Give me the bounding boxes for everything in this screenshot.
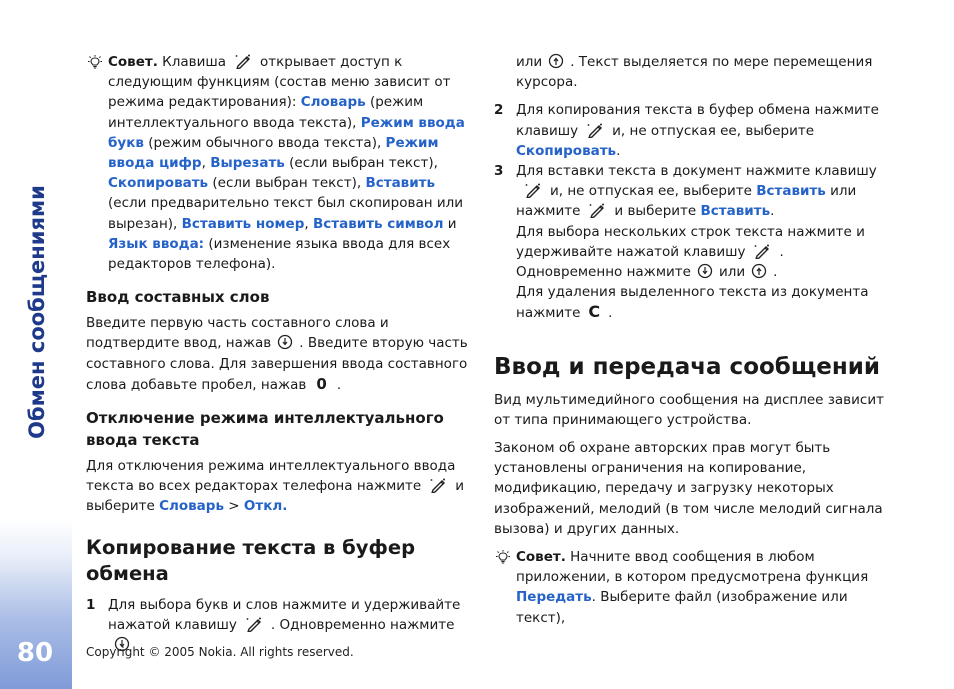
copy-option: Скопировать <box>108 175 209 192</box>
clipboard-step-3 <box>494 161 886 324</box>
body-text: . <box>336 376 342 393</box>
off-option: Откл. <box>243 498 288 515</box>
body-text: . Одновременно нажмите <box>516 243 784 281</box>
joystick-up-icon <box>751 263 767 279</box>
input-language-option: Язык ввода: <box>108 235 205 252</box>
joystick-down-icon <box>697 263 713 279</box>
dictionary-option: Словарь <box>159 498 224 515</box>
body-text: или <box>718 264 746 281</box>
body-text: и выберите <box>86 478 464 515</box>
body-text: Для отключения режима интеллектуального ввода текста во всех редакторах телефона нажмите <box>86 458 456 495</box>
tip-box <box>86 52 476 274</box>
tip-text: открывает доступ к следующим функциям (состав меню зависит от режима редактирования): <box>108 54 451 111</box>
body-text: Для выбора нескольких строк текста нажмите и удерживайте нажатой клавишу <box>516 223 865 260</box>
tip-text: и <box>447 215 457 232</box>
clipboard-step-1-continued <box>494 52 886 92</box>
messaging-paragraph-1: Вид мультимедийного сообщения на дисплее зависит от типа принимающего устройства. <box>494 391 884 428</box>
joystick-up-icon <box>548 53 564 69</box>
insert-number-option: Вставить номер <box>181 215 305 232</box>
body-text: Для вставки текста в документ нажмите клавишу <box>516 163 877 180</box>
mode-digits-option: Режим ввода цифр <box>108 134 439 172</box>
body-text: и, не отпуская ее, выберите <box>550 183 752 200</box>
sidebar-title <box>25 185 49 439</box>
tip-label: Совет. <box>108 54 158 70</box>
mode-letters-option: Режим ввода букв <box>108 114 465 151</box>
body-text: Введите первую часть составного слова и подтвердите ввод, нажав <box>86 315 389 352</box>
cut-option: Вырезать <box>210 155 285 172</box>
tip-text: Начните ввод сообщения в любом приложении, в котором предусмотрена функция <box>516 549 869 586</box>
section-title: Обмен сообщениями <box>25 185 49 439</box>
body-text: и выберите <box>614 203 697 220</box>
body-text: . <box>773 264 778 281</box>
clipboard-step-2 <box>494 100 886 161</box>
tip-text: (режим интеллектуального ввода текста), <box>108 94 424 131</box>
compound-words-heading: Ввод составных слов <box>86 288 270 307</box>
tip-text: (изменение языка ввода для всех редакторов телефона). <box>108 235 451 273</box>
copy-option: Скопировать <box>516 142 617 159</box>
tip-text: Клавиша <box>162 54 226 70</box>
left-column <box>86 52 476 655</box>
paste-option: Вставить <box>365 175 436 192</box>
tip-text: , <box>304 215 309 232</box>
pencil-key-icon <box>753 243 771 259</box>
right-column <box>494 52 886 628</box>
paste-option: Вставить <box>756 183 826 200</box>
pencil-key-icon <box>586 122 604 138</box>
body-text: . <box>616 142 621 159</box>
body-text: . <box>770 203 775 220</box>
tip-text: (если выбран текст), <box>289 155 438 172</box>
page-number: 80 <box>16 638 54 668</box>
tip-box <box>494 547 886 628</box>
body-text: . Введите вторую часть составного слова. Для завершения ввода составного слова добавьте пробел, нажав <box>86 335 468 393</box>
tip-text: . Выберите файл (изображение или текст), <box>516 589 848 626</box>
zero-key: 0 <box>316 374 327 393</box>
tip-text: (если предварительно текст был скопирован или вырезан), <box>108 195 464 232</box>
pencil-key-icon <box>245 616 263 632</box>
body-text: или нажмите <box>516 183 857 220</box>
insert-symbol-option: Вставить символ <box>312 215 444 232</box>
disable-predictive-heading: Отключение режима интеллектуального ввода текста <box>86 409 444 450</box>
send-option: Передать <box>516 589 592 606</box>
pencil-key-icon <box>234 53 252 69</box>
pencil-key-icon <box>524 182 542 198</box>
body-text: Для удаления выделенного текста из документа нажмите <box>516 284 869 322</box>
body-text: Для копирования текста в буфер обмена нажмите клавишу <box>516 102 879 139</box>
tip-icon <box>86 55 104 69</box>
messaging-paragraph-2: Законом об охране авторских прав могут быть установлены ограничения на копирование, модификацию, передачу и загрузку некоторых изображений, мелодий (в том числе мелодий сигнала вызова) и других данных. <box>494 440 883 537</box>
copyright-footer: Copyright © 2005 Nokia. All rights reserved. <box>86 645 354 659</box>
disable-predictive-paragraph <box>86 456 476 517</box>
joystick-down-icon <box>277 334 293 350</box>
body-text: . <box>608 305 613 322</box>
step-number: 2 <box>494 102 504 119</box>
tip-text: (если выбран текст), <box>212 175 362 192</box>
paste-option: Вставить <box>700 203 771 220</box>
clipboard-heading: Копирование текста в буфер обмена <box>86 535 416 585</box>
body-text: или <box>516 54 543 70</box>
body-text: и, не отпуская ее, выберите <box>612 122 815 139</box>
menu-separator: > <box>228 498 240 515</box>
compound-words-paragraph <box>86 313 476 395</box>
body-text: . Текст выделяется по мере перемещения курсора. <box>516 54 873 91</box>
pencil-key-icon <box>588 202 606 218</box>
dictionary-option: Словарь <box>300 94 366 111</box>
body-text: . Одновременно нажмите <box>270 616 455 633</box>
tip-label: Совет. <box>516 549 566 566</box>
tip-text: , <box>201 155 206 172</box>
tip-icon <box>494 550 512 564</box>
tip-text: (режим обычного ввода текста), <box>148 134 382 151</box>
step-number: 3 <box>494 163 504 180</box>
sidebar <box>0 0 72 689</box>
step-number: 1 <box>86 596 96 613</box>
body-text: Для выбора букв и слов нажмите и удерживайте нажатой клавишу <box>108 596 461 633</box>
clear-key: C <box>588 302 601 322</box>
pencil-key-icon <box>429 477 447 493</box>
messaging-heading: Ввод и передача сообщений <box>494 353 881 380</box>
